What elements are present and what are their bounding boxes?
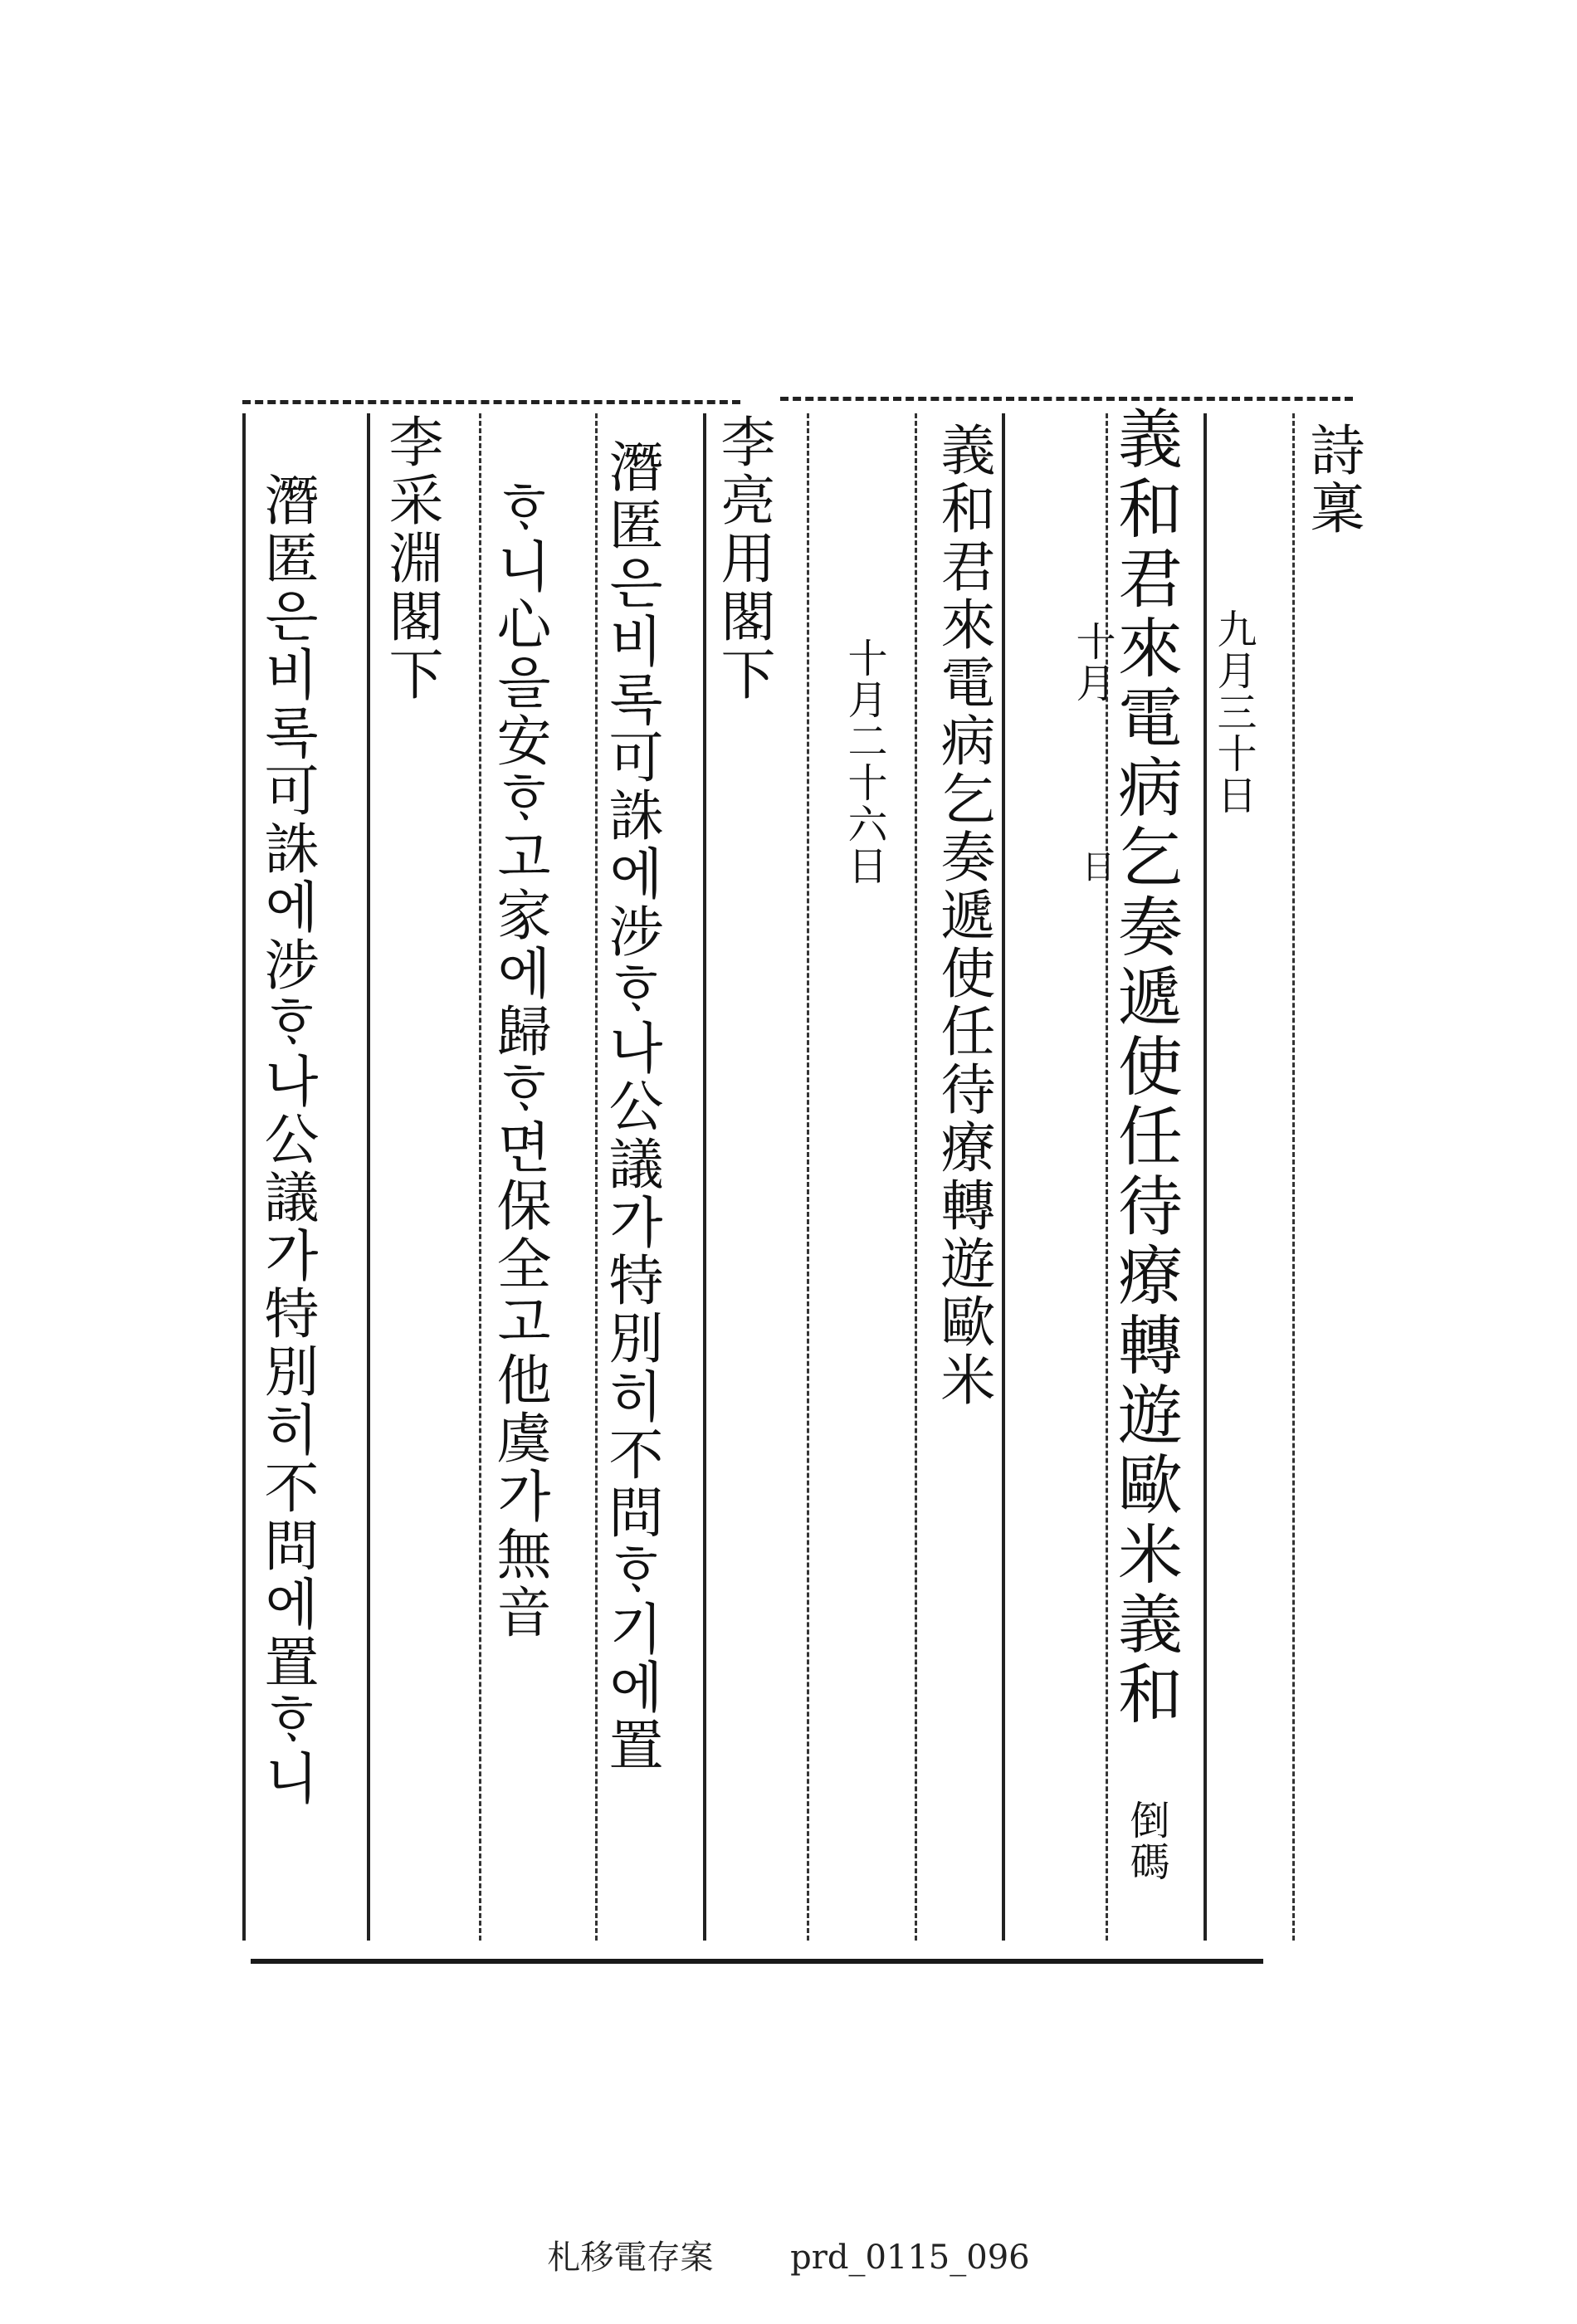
signature-mark: 倒碼 bbox=[1123, 1799, 1169, 1882]
date-label: 十月 bbox=[1069, 621, 1116, 704]
column-divider bbox=[595, 413, 598, 1941]
addressee-name: 李亮用閣下 bbox=[711, 413, 775, 704]
letter-text: 潛匿은비록可誅에涉ᄒᆞ나公議가特別히不問에置ᄒᆞ니 bbox=[255, 471, 319, 1808]
column-divider bbox=[1204, 413, 1207, 1941]
manuscript-page bbox=[226, 397, 1365, 1982]
header-mark: 詩稟 bbox=[1301, 422, 1365, 538]
column-divider bbox=[367, 413, 370, 1941]
page-code: prd_0115_096 bbox=[790, 2239, 1030, 2277]
letter-text: 潛匿은비록可誅에涉ᄒᆞ나公議가特別히不問ᄒᆞ기에置 bbox=[599, 438, 663, 1775]
collection-title: 札移電存案 bbox=[547, 2239, 714, 2277]
column-divider bbox=[807, 413, 809, 1941]
bottom-border bbox=[251, 1959, 1263, 1964]
telegram-text: 義和君來電病乞奏遞使任待療轉遊歐米 bbox=[931, 422, 995, 1409]
date-label: 十月二十六日 bbox=[841, 637, 887, 886]
addressee-name: 李采淵閣下 bbox=[379, 413, 443, 704]
date-day-label: 日 bbox=[1077, 849, 1115, 882]
letter-text: ᄒᆞ니心을安ᄒᆞ고家에歸ᄒᆞ면保全고他虞가無音 bbox=[487, 480, 551, 1642]
date-label: 九月三十日 bbox=[1210, 608, 1257, 816]
column-divider bbox=[1292, 413, 1295, 1941]
page-footer bbox=[0, 2231, 1577, 2278]
telegram-text: 義和君來電病乞奏遞使任待療轉遊歐米義和 bbox=[1107, 405, 1182, 1730]
column-divider bbox=[915, 413, 917, 1941]
column-divider bbox=[1002, 413, 1005, 1941]
top-border-right bbox=[780, 397, 1353, 401]
column-divider bbox=[479, 413, 481, 1941]
column-divider bbox=[242, 413, 246, 1941]
top-border-left bbox=[242, 400, 740, 404]
column-divider bbox=[703, 413, 706, 1941]
